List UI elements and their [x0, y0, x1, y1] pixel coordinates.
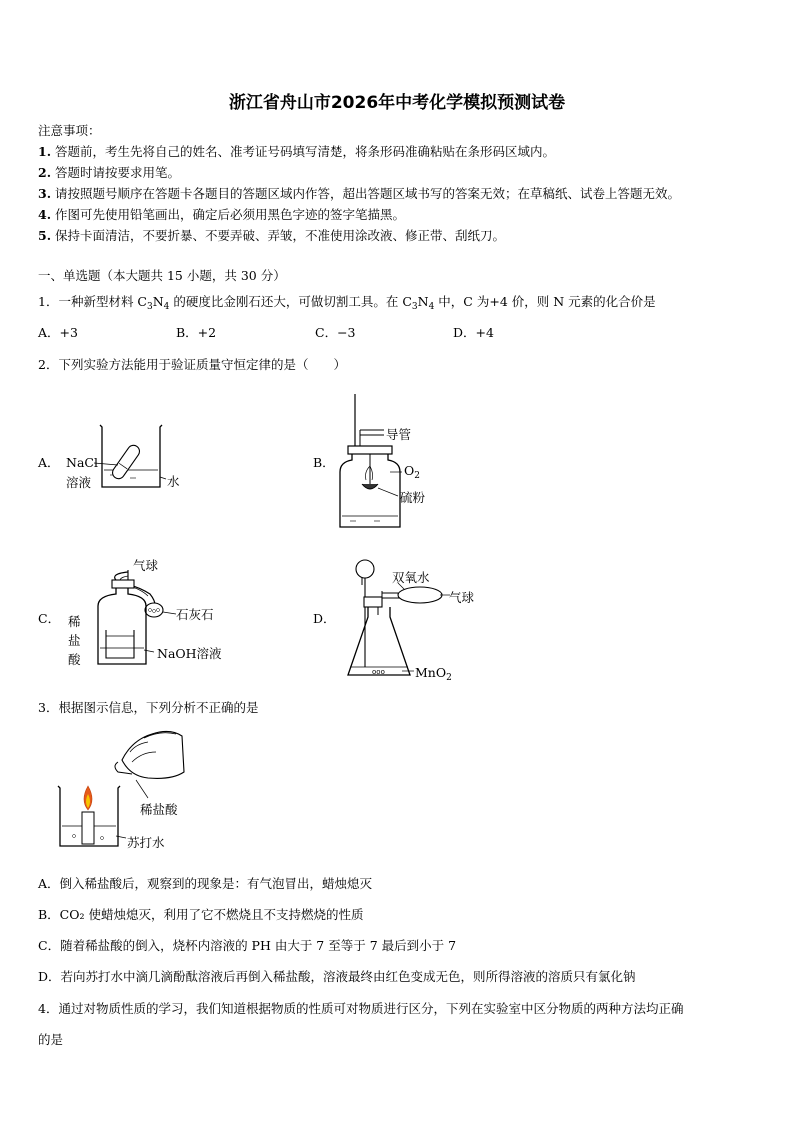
q2-a-water-label: 水 [167, 474, 180, 489]
svg-text:ooo: ooo [372, 668, 385, 676]
q2-b-tube-label: 导管 [386, 427, 412, 442]
q2-c-balloon-label: 气球 [133, 558, 159, 573]
q2-a-nacl-label: NaCl [66, 455, 98, 470]
q1-option-d: D．+4 [453, 325, 494, 340]
q2-figure-b-letter: B． [313, 455, 335, 470]
question-3-stem: 3．根据图示信息，下列分析不正确的是 [38, 700, 259, 715]
question-4-line-2: 的是 [38, 1032, 64, 1047]
q2-figure-c-letter: C． [38, 611, 61, 626]
q2-c-naoh-label: NaOH溶液 [157, 646, 222, 661]
q2-d-balloon-label: 气球 [449, 590, 475, 605]
q3-acid-label: 稀盐酸 [140, 802, 178, 817]
q2-c-limestone-label: 石灰石 [176, 607, 214, 622]
notice-item-5: 5. 保持卡面清洁，不要折暴、不要弄破、弄皱，不准使用涂改液、修正带、刮纸刀。 [38, 228, 506, 243]
question-1-stem: 1．一种新型材料 $C_3N_4$ 的硬度比金刚石还大，可做切割工具。在 $C_3N_4$ 中，C 为+4 价，则 N 元素的化合价是 [38, 294, 656, 312]
q1-option-c: C．−3 [315, 325, 356, 340]
q2-a-solution-label: 溶液 [66, 475, 92, 490]
q2-figure-b-jar [330, 392, 440, 532]
notice-item-4: 4. 作图可先使用铅笔画出，确定后必须用黑色字迹的签字笔描黑。 [38, 207, 406, 222]
q2-figure-d-letter: D． [313, 611, 336, 626]
q3-soda-label: 苏打水 [127, 835, 165, 850]
section-heading: 一、单选题（本大题共 15 小题，共 30 分） [38, 268, 286, 283]
q1-option-a: A．+3 [38, 325, 78, 340]
q2-d-h2o2-label: 双氧水 [392, 570, 430, 585]
page-title: 浙江省舟山市2026年中考化学模拟预测试卷 [228, 93, 566, 113]
q2-b-o2-label: $O_2$ [404, 463, 420, 481]
question-2-stem: 2．下列实验方法能用于验证质量守恒定律的是（ ） [38, 357, 346, 372]
q2-c-acid-label-2: 盐 [68, 633, 81, 648]
q3-option-a: A．倒入稀盐酸后，观察到的现象是：有气泡冒出，蜡烛熄灭 [38, 876, 373, 891]
notice-item-2: 2. 答题时请按要求用笔。 [38, 165, 181, 180]
q2-c-acid-label-3: 酸 [68, 652, 81, 667]
q3-option-c: C．随着稀盐酸的倒入，烧杯内溶液的 PH 由大于 7 至等于 7 最后到小于 7 [38, 938, 457, 953]
question-4-line-1: 4．通过对物质性质的学习，我们知道根据物质的性质可对物质进行区分，下列在实验室中区分物质的两种方法均正确 [38, 1001, 684, 1016]
q2-c-acid-label-1: 稀 [68, 614, 81, 629]
q1-option-b: B．+2 [176, 325, 217, 340]
notice-item-3: 3. 请按照题号顺序在答题卡各题目的答题区域内作答，超出答题区域书写的答案无效；在草稿纸、试卷上答题无效。 [38, 186, 681, 201]
notice-item-1: 1. 答题前，考生先将自己的姓名、准考证号码填写清楚，将条形码准确粘贴在条形码区域内。 [38, 144, 556, 159]
q2-d-mno2-label: MnO$_2$ [415, 665, 452, 683]
notice-heading: 注意事项： [38, 123, 101, 138]
q2-figure-a-letter: A． [38, 455, 60, 470]
q3-option-d: D．若向苏打水中滴几滴酚酞溶液后再倒入稀盐酸，溶液最终由红色变成无色，则所得溶液的溶质只有氯化钠 [38, 969, 636, 984]
q3-option-b: B．CO₂ 使蜡烛熄灭，利用了它不燃烧且不支持燃烧的性质 [38, 907, 364, 922]
q2-b-sulfur-label: 硫粉 [400, 490, 426, 505]
